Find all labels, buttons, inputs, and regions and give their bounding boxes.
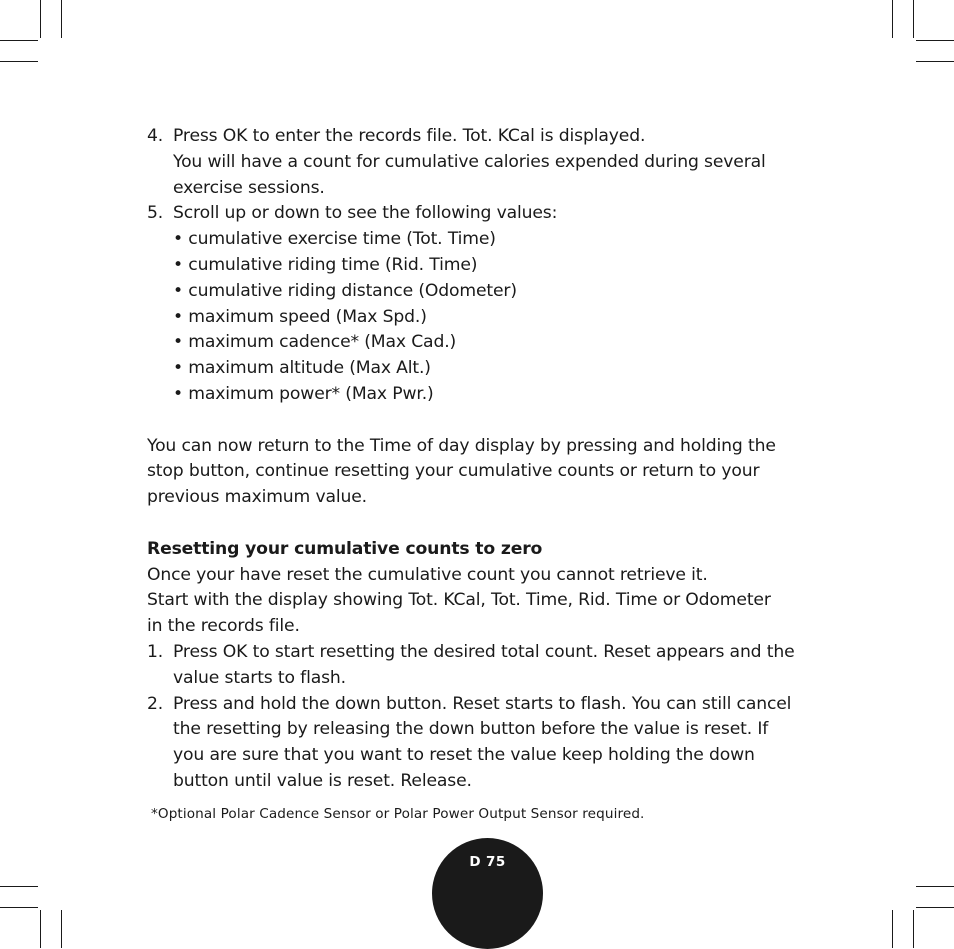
crop-mark-bottom-left-horizontal-outer (0, 907, 38, 908)
footnote: *Optional Polar Cadence Sensor or Polar Power Output Sensor required. (151, 806, 645, 822)
crop-mark-top-left-vertical (40, 0, 41, 38)
step-text-line: Scroll up or down to see the following values: (173, 203, 558, 224)
step-number: 5. (147, 203, 164, 224)
crop-mark-top-left-horizontal-outer (0, 61, 38, 62)
paragraph-line: previous maximum value. (147, 487, 367, 508)
step-text-line: you are sure that you want to reset the value keep holding the down (173, 745, 755, 766)
crop-mark-top-left-vertical-outer (61, 0, 62, 38)
bullet-item: • maximum altitude (Max Alt.) (173, 358, 431, 379)
list-item-step-5 (147, 201, 837, 407)
list-item-step-2 (147, 692, 837, 795)
section-heading: Resetting your cumulative counts to zero (147, 538, 543, 559)
bullet-item: • cumulative riding time (Rid. Time) (173, 254, 478, 275)
crop-mark-bottom-right-vertical (913, 910, 914, 948)
crop-mark-bottom-right-vertical-outer (892, 910, 893, 948)
bullet-item: • maximum cadence* (Max Cad.) (173, 332, 457, 353)
paragraph-line: You can now return to the Time of day display by pressing and holding the (147, 435, 776, 456)
step-number: 1. (147, 641, 164, 662)
page-number-badge (432, 838, 543, 949)
step-text-line: Press OK to start resetting the desired total count. Reset appears and the (173, 641, 795, 662)
spacer (147, 511, 837, 537)
page-content (147, 124, 837, 795)
crop-mark-top-right-vertical-outer (892, 0, 893, 38)
crop-mark-top-left-horizontal (0, 40, 38, 41)
step-number: 4. (147, 126, 164, 146)
bullet-item: • cumulative exercise time (Tot. Time) (173, 229, 496, 250)
step-text-line: exercise sessions. (173, 177, 325, 198)
paragraph-line: in the records file. (147, 616, 300, 637)
step-text-line: the resetting by releasing the down button before the value is reset. If (173, 719, 769, 740)
list-item-step-1 (147, 640, 837, 692)
crop-mark-top-right-horizontal (916, 40, 954, 41)
step-text-line: Press OK to enter the records file. Tot. KCal is displayed. (173, 126, 646, 146)
step-text-line: You will have a count for cumulative calories expended during several (173, 151, 766, 172)
crop-mark-top-right-vertical (913, 0, 914, 38)
crop-mark-bottom-left-vertical-outer (61, 910, 62, 948)
page-number: D 75 (469, 854, 506, 870)
bullet-item: • cumulative riding distance (Odometer) (173, 280, 517, 301)
step-text-line: Press and hold the down button. Reset starts to flash. You can still cancel (173, 693, 792, 714)
list-item-step-4 (147, 124, 837, 201)
step-text-line: value starts to flash. (173, 667, 346, 688)
bullet-item: • maximum speed (Max Spd.) (173, 306, 427, 327)
crop-mark-bottom-left-horizontal (0, 886, 38, 887)
crop-mark-top-right-horizontal-outer (916, 61, 954, 62)
paragraph-line: Once your have reset the cumulative count you cannot retrieve it. (147, 564, 708, 585)
crop-mark-bottom-right-horizontal-outer (916, 907, 954, 908)
section-intro (147, 563, 837, 640)
bullet-item: • maximum power* (Max Pwr.) (173, 383, 434, 404)
step-number: 2. (147, 693, 164, 714)
spacer (147, 408, 837, 434)
return-paragraph (147, 434, 837, 511)
crop-mark-bottom-right-horizontal (916, 886, 954, 887)
step-text-line: button until value is reset. Release. (173, 770, 472, 791)
paragraph-line: stop button, continue resetting your cumulative counts or return to your (147, 461, 760, 482)
crop-mark-bottom-left-vertical (40, 910, 41, 948)
paragraph-line: Start with the display showing Tot. KCal, Tot. Time, Rid. Time or Odometer (147, 590, 771, 611)
